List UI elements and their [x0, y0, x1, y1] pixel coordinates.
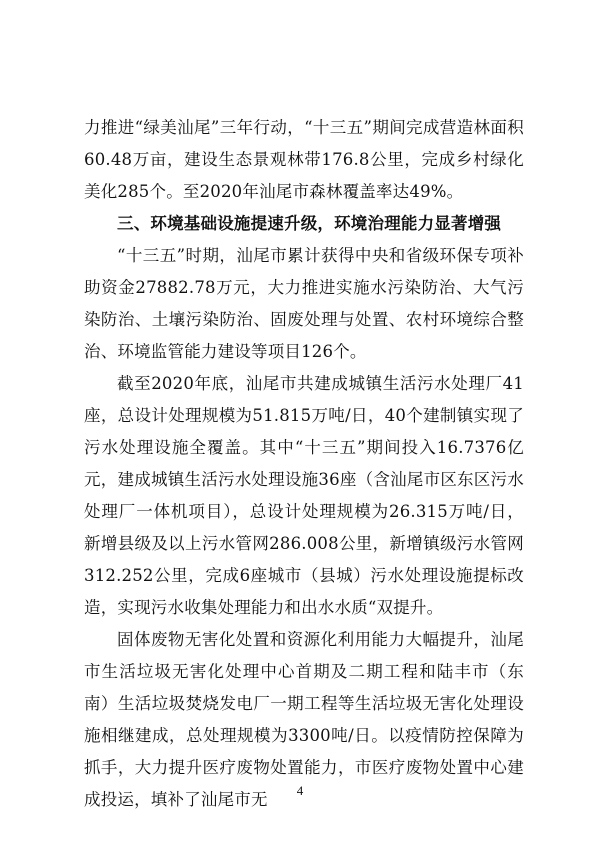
document-body [84, 112, 524, 816]
paragraph-sewage-treatment: 截至2020年底，汕尾市共建成城镇生活污水处理厂41座，总设计处理规模为51.815万吨/日，40个建制镇实现了污水处理设施全覆盖。其中“十三五”期间投入16.7376亿元，建成城镇生活污水处理设施36座（含汕尾市区东区污水处理厂一体机项目），总设计处理规模为26.315万吨/日，新增县级及以上污水管网286.008公里，新增镇级污水管网312.252公里，完成6座城市（县城）污水处理设施提标改造，实现污水收集处理能力和出水水质“双提升。 [84, 374, 524, 617]
paragraph-forest-coverage: 力推进“绿美汕尾”三年行动，“十三五”期间完成营造林面积60.48万亩，建设生态景观林带176.8公里，完成乡村绿化美化285个。至2020年汕尾市森林覆盖率达49%。 [84, 118, 524, 201]
section-heading-infrastructure: 三、环境基础设施提速升级，环境治理能力显著增强 [117, 214, 502, 233]
paragraph-environmental-funding: “十三五”时期，汕尾市累计获得中央和省级环保专项补助资金27882.78万元，大力推进实施水污染防治、大气污染防治、土壤污染防治、固废处理与处置、农村环境综合整治、环境监管能力建设等项目126个。 [84, 246, 524, 361]
page-number: 4 [296, 783, 304, 798]
paragraph-solid-waste: 固体废物无害化处置和资源化利用能力大幅提升，汕尾市生活垃圾无害化处理中心首期及二期工程和陆丰市（东南）生活垃圾焚烧发电厂一期工程等生活垃圾无害化处理设施相继建成，总处理规模为3300吨/日。以疫情防控保障为抓手，大力提升医疗废物处置能力，市医疗废物处置中心建成投运，填补了汕尾市无 [84, 630, 524, 809]
